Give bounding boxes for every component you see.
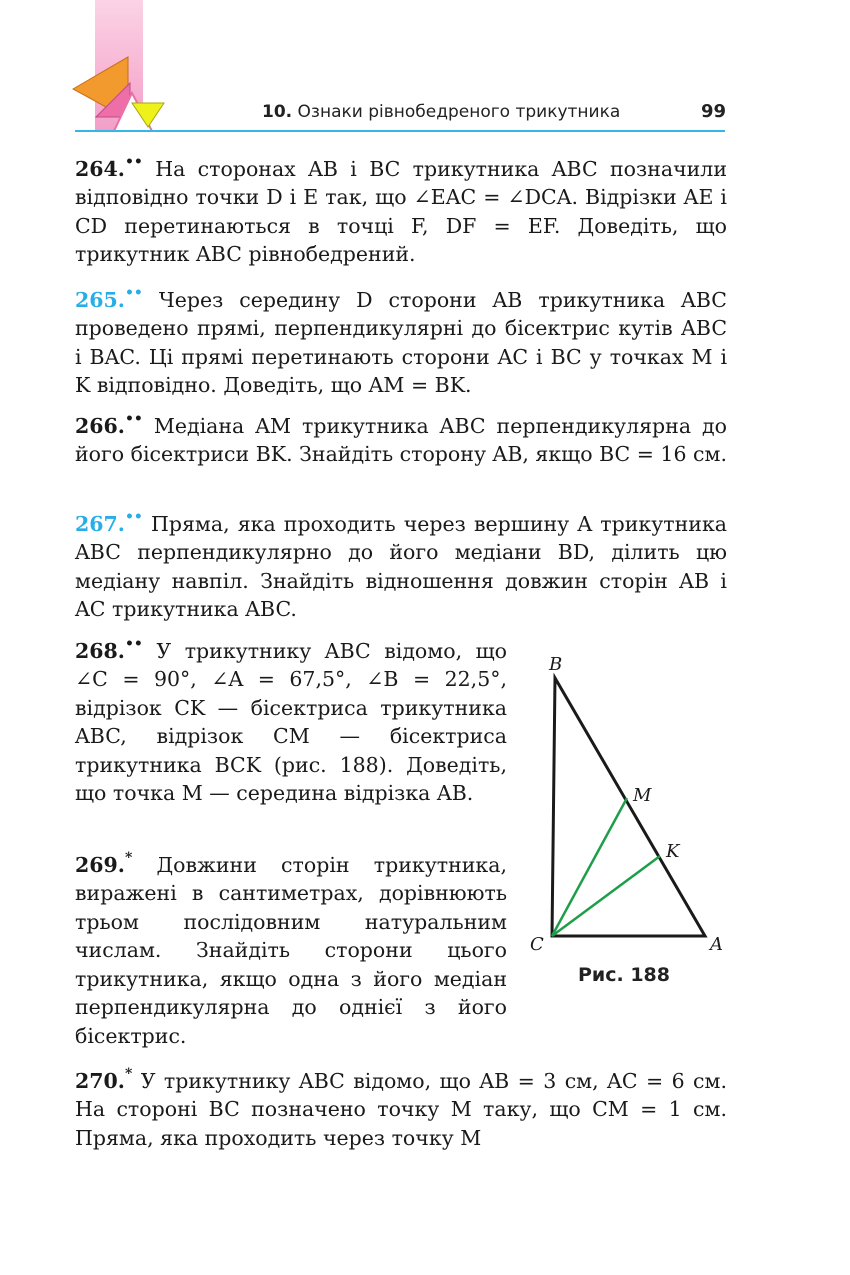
problem-number: 270.*: [75, 1066, 133, 1093]
figure-caption: Рис. 188: [578, 964, 670, 986]
problem-number: 264.••: [75, 154, 143, 181]
problem-number: 267.••: [75, 509, 143, 536]
problem-265: [75, 281, 727, 400]
bisector-cm: [552, 798, 627, 936]
point-label-k: K: [666, 841, 680, 862]
vertex-label-b: B: [549, 654, 563, 675]
problem-264: [75, 150, 727, 269]
vertex-label-a: A: [710, 934, 723, 955]
problem-269: [75, 846, 507, 1050]
problem-267: [75, 505, 727, 624]
problem-number: 266.••: [75, 411, 143, 438]
page-number: 99: [700, 101, 726, 122]
problem-text: Медіана AM трикутника ABC перпендикулярна до його бісектриси BK. Знайдіть сторону AB, якщо BC = 16 см.: [75, 413, 727, 467]
problem-text: У трикутнику ABC відомо, що AB = 3 см, AC = 6 см. На стороні BC позначено точку M таку, що CM = 1 см. Пряма, яка проходить через точку M: [75, 1068, 727, 1150]
section-number: 10.: [262, 102, 293, 122]
problem-number: 265.••: [75, 285, 143, 312]
triangle-abc: [552, 678, 705, 936]
problem-266: [75, 407, 727, 469]
problem-text: Пряма, яка проходить через вершину A трикутника ABC перпендикулярно до його медіани BD, ділить цю медіану навпіл. Знайдіть відношення довжин сторін AB і AC трикутника ABC.: [75, 511, 727, 622]
problem-number: 269.*: [75, 850, 133, 877]
problem-text: Через середину D сторони AB трикутника ABC проведено прямі, перпендикулярні до бісектрис кутів ABC і BAC. Ці прямі перетинають сторони AC і BC у точках M і K відповідно. Доведіть, що AM = BK.: [75, 287, 727, 398]
section-title: Ознаки рівнобедреного трикутника: [297, 102, 621, 122]
bisector-ck: [552, 856, 660, 936]
problem-number: 268.••: [75, 636, 143, 663]
problem-270: [75, 1062, 727, 1152]
header-divider: [75, 130, 725, 132]
problem-text: Довжини сторін трикутника, виражені в сантиметрах, дорівнюють трьом послідовним натуральним числам. Знайдіть сторони цього трикутника, якщо одна з його медіан перпендикулярна до однієї з його бісектрис.: [75, 852, 507, 1048]
problem-text: У трикутнику ABC відомо, що ∠C = 90°, ∠A = 67,5°, ∠B = 22,5°, відрізок CK — бісектриса трикутника ABC, відрізок CM — бісектриса трикутника BCK (рис. 188). Доведіть, що точка M — середина відрізка AB.: [75, 638, 507, 806]
problem-268: [75, 632, 507, 808]
vertex-label-c: C: [530, 934, 544, 955]
problem-text: На сторонах AB і BC трикутника ABC позначили відповідно точки D і E так, що ∠EAC = ∠DCA. Відрізки AE і CD перетинаються в точці F, DF = EF. Доведіть, що трикутник ABC рівнобедрений.: [75, 156, 727, 267]
running-header: [262, 102, 620, 122]
figure-188-triangle-diagram: [520, 650, 740, 955]
point-label-m: M: [633, 785, 652, 806]
triangles-logo-icon: [70, 55, 170, 135]
